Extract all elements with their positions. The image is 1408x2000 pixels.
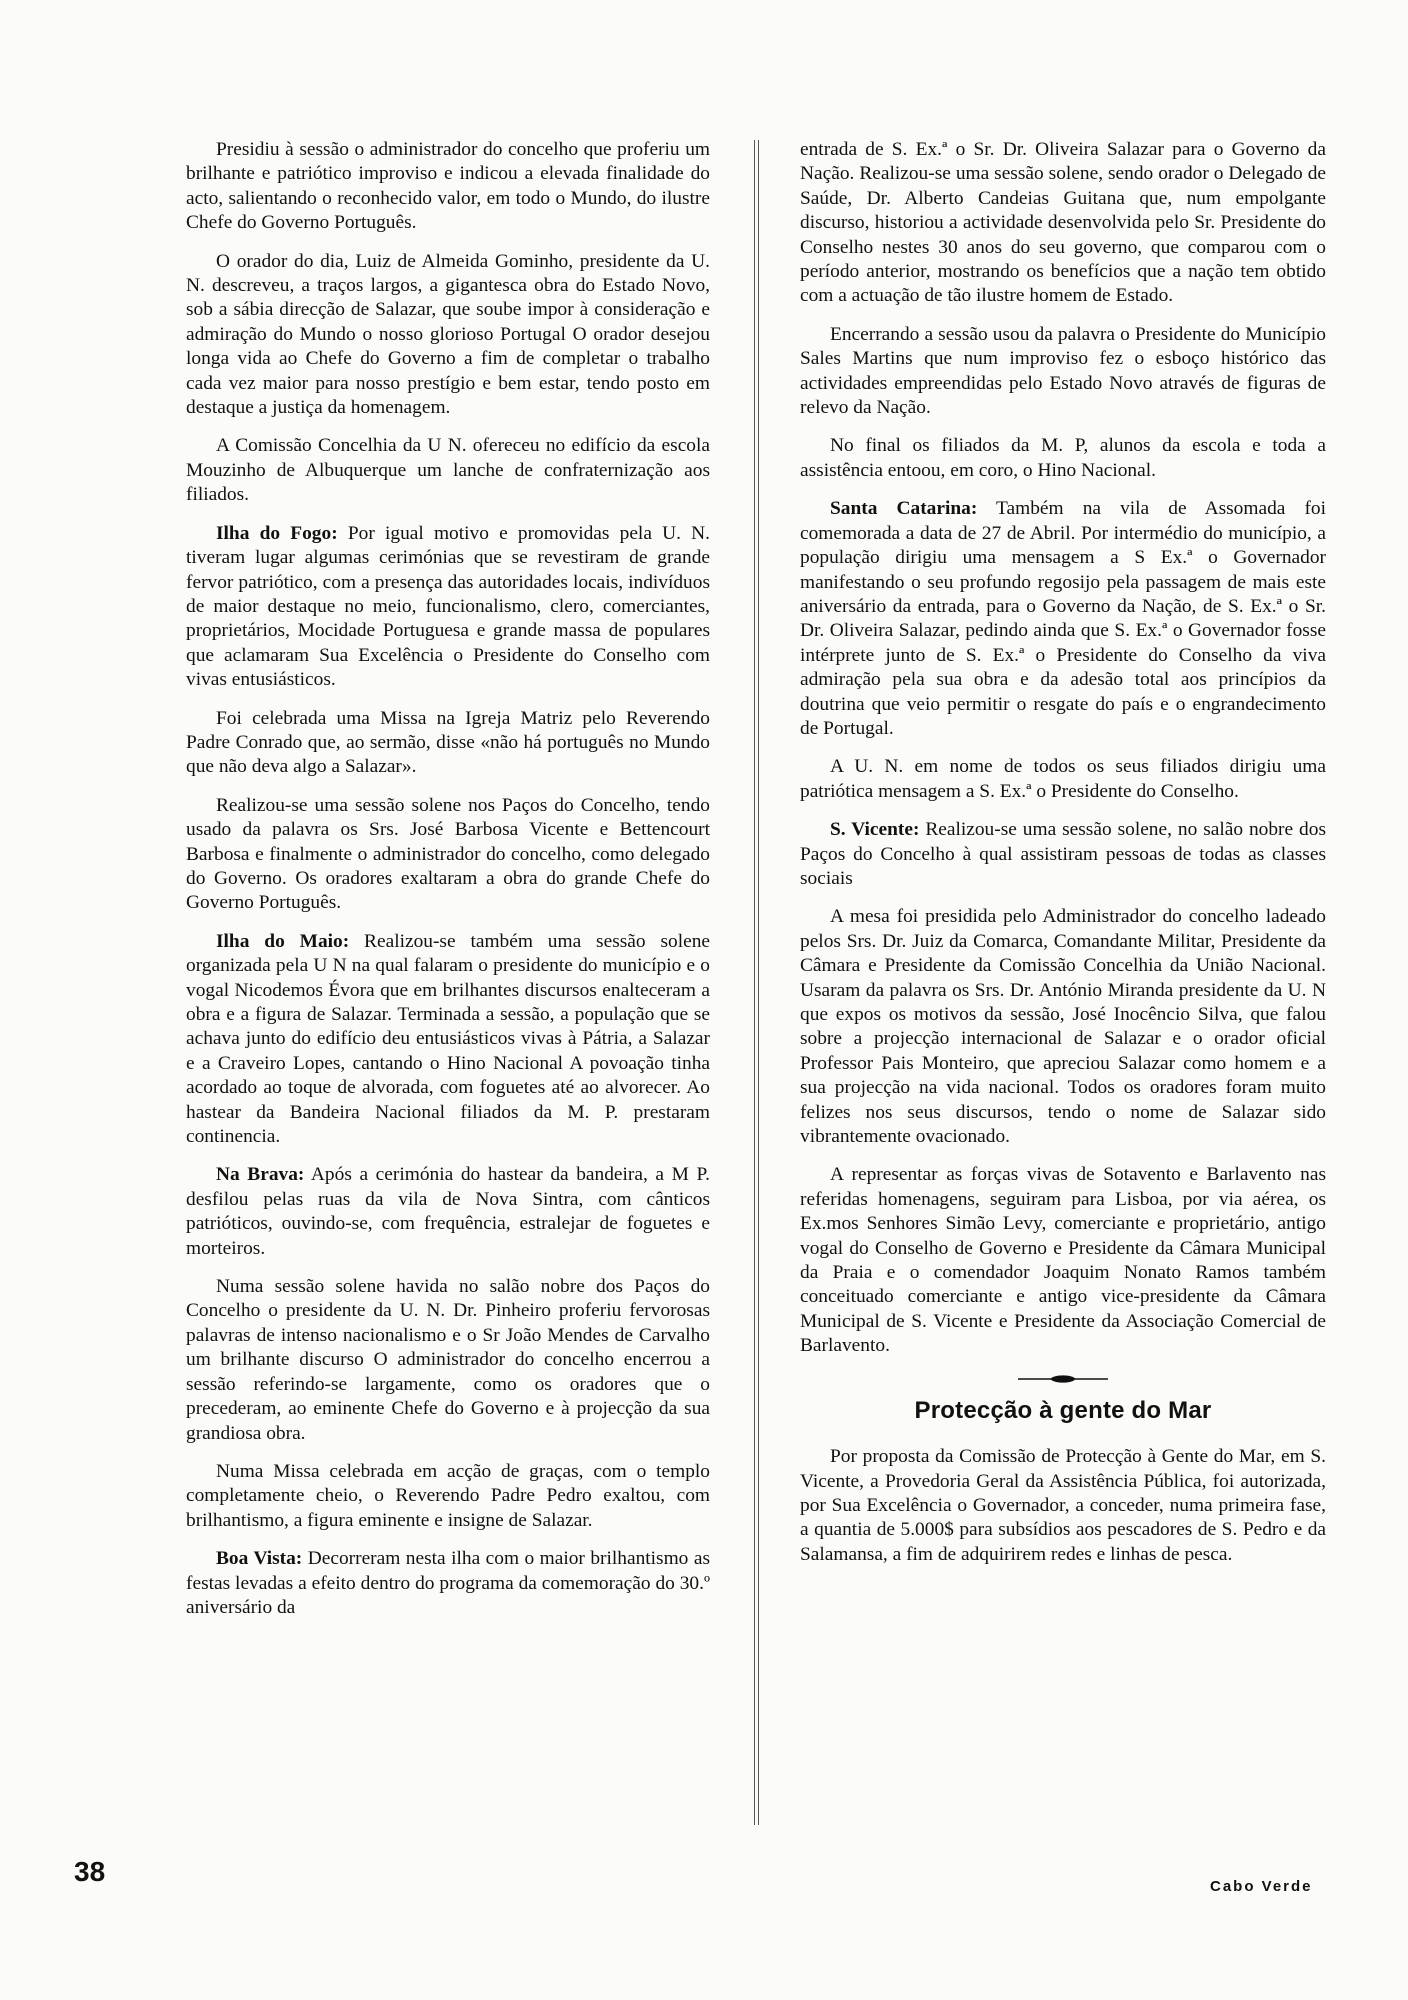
section-lead: Ilha do Fogo: [216, 522, 338, 544]
paragraph: O orador do dia, Luiz de Almeida Gominho, presidente da U. N. descreveu, a traços largos, a gigantesca obra do Estado Novo, sob a sábia direcção de Salazar, que soube impor à consideração e admiração do Mundo o nosso glorioso Portugal O orador desejou longa vida ao Chefe do Governo a fim de completar o trabalho cada vez maior para nosso prestígio e bem estar, tendo posto em destaque a justiça da homenagem. [186, 250, 710, 419]
right-column [800, 138, 1326, 1581]
paragraph: S. Vicente: Realizou-se uma sessão solene, no salão nobre dos Paços do Concelho à qual assistiram pessoas de todas as classes sociais [800, 819, 1326, 889]
page-number: 38 [74, 1856, 106, 1887]
paragraph: Santa Catarina: Também na vila de Assomada foi comemorada a data de 27 de Abril. Por intermédio do município, a população dirigiu uma mensagem a S Ex.ª o Governador manifestando o seu profundo regosijo pela passagem de mais este aniversário da entrada, para o Governo da Nação, de S. Ex.ª o Sr. Dr. Oliveira Salazar, pedindo ainda que S. Ex.ª o Governador fosse intérprete junto de S. Ex.ª o Presidente do Conselho da viva admiração pela sua obra e da adesão total aos princípios da doutrina que veio permitir o resgate do país e o engrandecimento de Portugal. [800, 498, 1327, 739]
article-heading: Protecção à gente do Mar [914, 1396, 1212, 1424]
paragraph: Foi celebrada uma Missa na Igreja Matriz pelo Reverendo Padre Conrado que, ao sermão, disse «não há português no Mundo que não deva algo a Salazar». [186, 707, 710, 778]
paragraph: Ilha do Fogo: Por igual motivo e promovidas pela U. N. tiveram lugar algumas cerimónias que se revestiram de grande fervor patriótico, com a presença das autoridades locais, indivíduos de maior destaque no meio, funcionalismo, clero, comerciantes, proprietários, Mocidade Portuguesa e grande massa de populares que aclamaram Sua Excelência o Presidente do Conselho com vivas entusiásticos. [186, 522, 711, 691]
paragraph: Numa sessão solene havida no salão nobre dos Paços do Concelho o presidente da U. N. Dr. Pinheiro proferiu fervorosas palavras de intenso nacionalismo e o Sr João Mendes de Carvalho um brilhante discurso O administrador do concelho encerrou a sessão referindo-se largamente, como os oradores que o precederam, ao eminente Chefe do Governo e à projecção da sua grandiosa obra. [186, 1276, 710, 1444]
running-footer: Cabo Verde [1210, 1878, 1313, 1895]
paragraph: A Comissão Concelhia da U N. ofereceu no edifício da escola Mouzinho de Albuquerque um lanche de confraternização aos filiados. [186, 435, 710, 506]
paragraph: Boa Vista: Decorreram nesta ilha com o maior brilhantismo as festas levadas a efeito dentro do programa da comemoração do 30.º aniversário da [186, 1548, 711, 1618]
paragraph: A mesa foi presidida pelo Administrador do concelho ladeado pelos Srs. Dr. Juiz da Comarca, Comandante Militar, Presidente da Câmara e Presidente da Comissão Concelhia da União Nacional. Usaram da palavra os Srs. Dr. António Miranda presidente da U. N que expos os motivos da sessão, José Inocêncio Silva, que falou sobre a projecção internacional de Salazar e o orador oficial Professor Pais Monteiro, que apreciou Salazar como homem e a sua projecção na vida nacional. Todos os oradores foram muito felizes nos seus discursos, tendo o nome de Salazar sido vibrantemente ovacionado. [800, 906, 1326, 1148]
paragraph: Por proposta da Comissão de Protecção à Gente do Mar, em S. Vicente, a Provedoria Geral da Assistência Pública, foi autorizada, por Sua Excelência o Governador, a conceder, numa primeira fase, a quantia de 5.000$ para subsídios aos pescadores de S. Pedro e da Salamansa, a fim de adquirirem redes e linhas de pesca. [800, 1446, 1326, 1565]
paragraph: Presidiu à sessão o administrador do concelho que proferiu um brilhante e patriótico improviso e indicou a elevada finalidade do acto, salientando o reconhecido valor, em todo o Mundo, do ilustre Chefe do Governo Português. [186, 139, 710, 234]
paragraph: A U. N. em nome de todos os seus filiados dirigiu uma patriótica mensagem a S. Ex.ª o Presidente do Conselho. [800, 756, 1326, 802]
paragraph: entrada de S. Ex.ª o Sr. Dr. Oliveira Salazar para o Governo da Nação. Realizou-se uma sessão solene, sendo orador o Delegado de Saúde, Dr. Alberto Candeias Guitana que, num empolgante discurso, historiou a actividade desenvolvida pelo Sr. Presidente do Conselho nestes 30 anos do seu governo, que comparou com o período anterior, mostrando os benefícios que a nação tem obtido com a actuação de tão ilustre homem de Estado. [800, 139, 1326, 307]
paragraph: Numa Missa celebrada em acção de graças, com o templo completamente cheio, o Reverendo Padre Pedro exaltou, com brilhantismo, a figura eminente e insigne de Salazar. [186, 1460, 710, 1531]
paragraph: Na Brava: Após a cerimónia do hastear da bandeira, a M P. desfilou pelas ruas da vila de Nova Sintra, com cânticos patrióticos, ouvindo-se, com frequência, estralejar de foguetes e morteiros. [186, 1164, 710, 1259]
ornament-divider [1018, 1373, 1108, 1385]
paragraph: Encerrando a sessão usou da palavra o Presidente do Município Sales Martins que num improviso fez o esboço histórico das actividades empreendidas pelo Estado Novo através de figuras de relevo da Nação. [800, 323, 1326, 419]
section-lead: Santa Catarina: [830, 498, 978, 520]
paragraph: A representar as forças vivas de Sotavento e Barlavento nas referidas homenagens, seguiram para Lisboa, por via aérea, os Ex.mos Senhores Simão Levy, comerciante e proprietário, antigo vogal do Conselho de Governo e Presidente da Câmara Municipal da Praia e o comendador Joaquim Nonato Ramos também conceituado comerciante e antigo vice-presidente da Câmara Municipal de S. Vicente e Presidente da Associação Comercial de Barlavento. [800, 1164, 1326, 1357]
paragraph: Realizou-se uma sessão solene nos Paços do Concelho, tendo usado da palavra os Srs. José Barbosa Vicente e Bettencourt Barbosa e finalmente o administrador do concelho, como delegado do Governo. Os oradores exaltaram a obra do grande Chefe do Governo Português. [186, 794, 710, 914]
section-lead: Boa Vista: [216, 1548, 303, 1570]
section-lead: Na Brava: [216, 1164, 305, 1186]
column-divider [758, 140, 759, 1825]
paragraph: No final os filiados da M. P, alunos da escola e toda a assistência entoou, em coro, o Hino Nacional. [800, 435, 1326, 481]
section-lead: Ilha do Maio: [216, 930, 350, 952]
column-divider [754, 140, 755, 1825]
left-column [186, 138, 710, 1634]
section-lead: S. Vicente: [830, 819, 920, 841]
paragraph: Ilha do Maio: Realizou-se também uma sessão solene organizada pela U N na qual falaram o presidente do município e o vogal Nicodemos Évora que em brilhantes discursos enalteceram a obra e a figura de Salazar. Terminada a sessão, a população que se achava junto do edifício deu entusiásticos vivas à Pátria, a Salazar e a Craveiro Lopes, cantando o Hino Nacional A povoação tinha acordado ao toque de alvorada, com foguetes até ao alvorecer. Ao hastear da Bandeira Nacional filiados da M. P. prestaram continencia. [186, 930, 711, 1148]
